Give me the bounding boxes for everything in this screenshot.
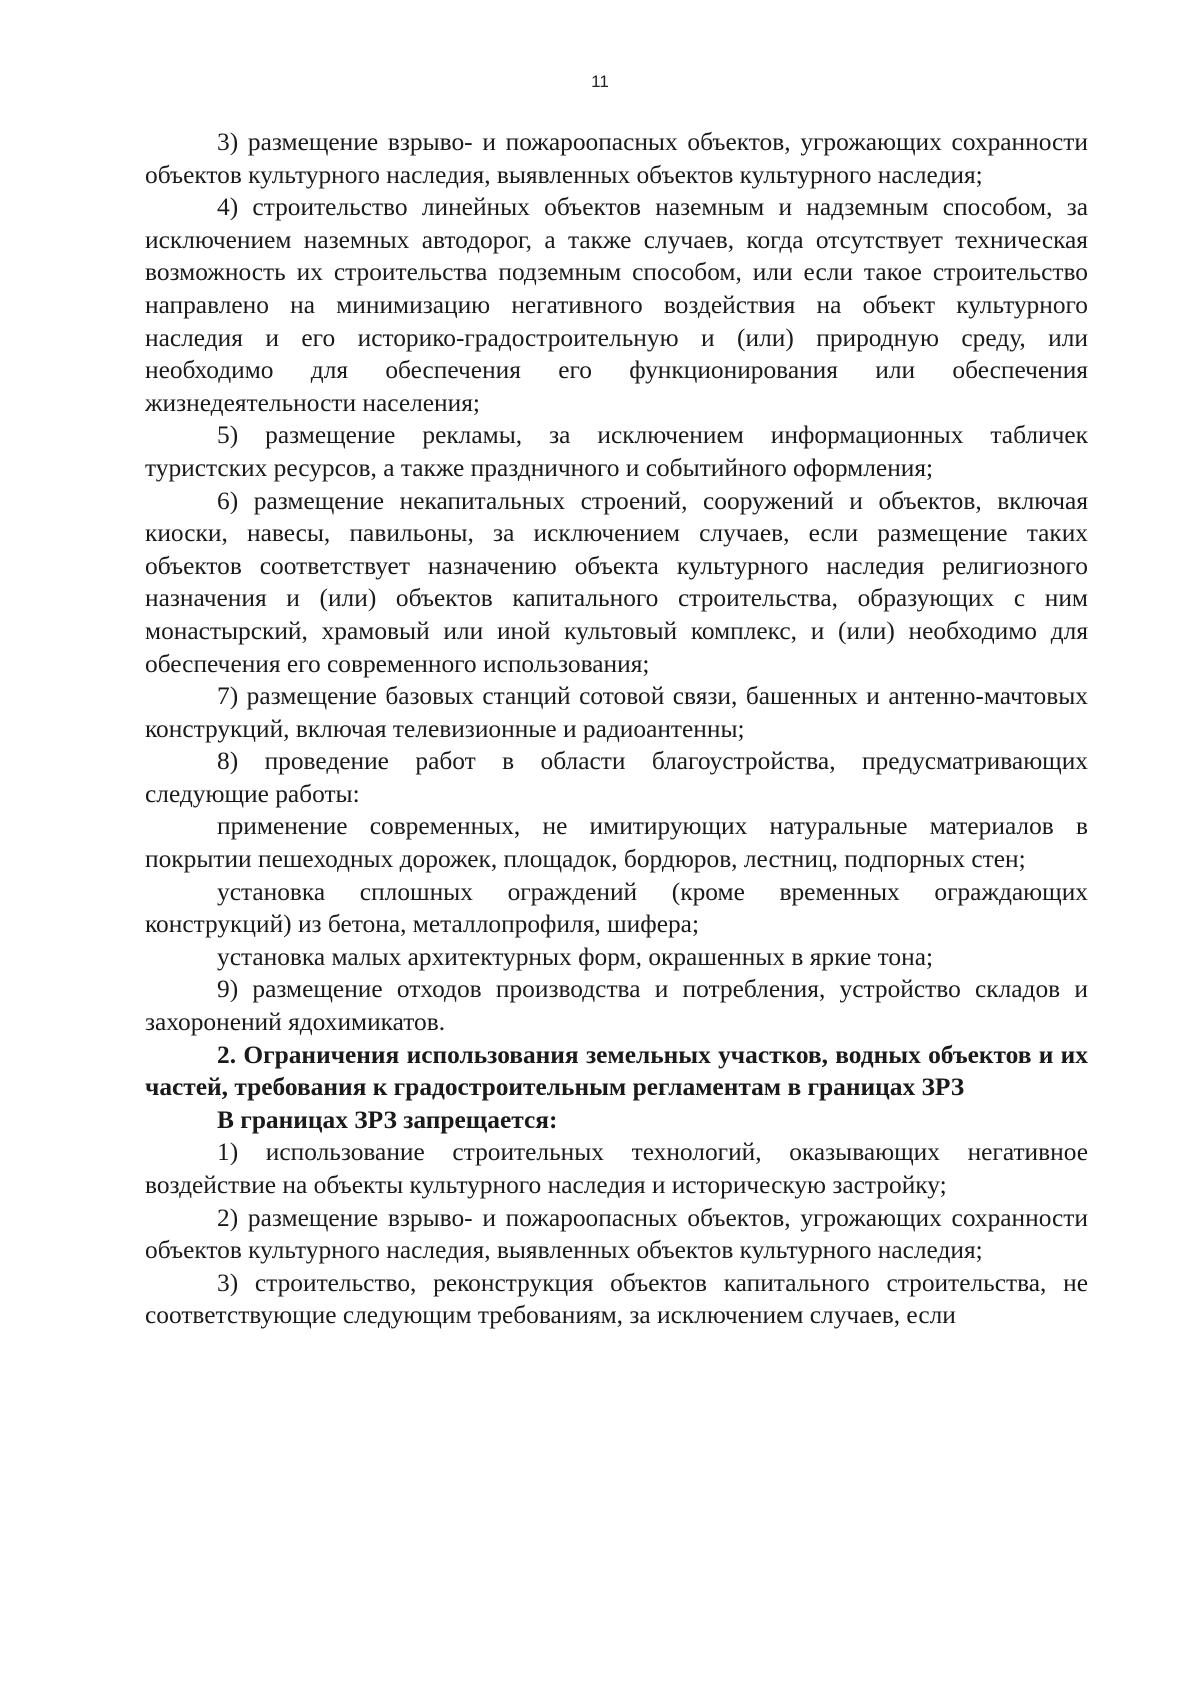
subheading: В границах ЗРЗ запрещается: <box>217 1105 558 1134</box>
list-item: 7) размещение базовых станций сотовой связи, башенных и антенно-мачтовых конструкций, включая телевизионные и радиоантенны; <box>145 682 1088 743</box>
list-item: 3) размещение взрыво- и пожароопасных объектов, угрожающих сохранности объектов культурного наследия, выявленных объектов культурного наследия; <box>145 128 1088 189</box>
list-item: 4) строительство линейных объектов наземным и надземным способом, за исключением наземных автодорог, а также случаев, когда отсутствует техническая возможность их строительства подземным способом, или если такое строительство направлено на минимизацию негативного воздействия на объект культурного наследия и его историко-градостроительную и (или) природную среду, или необходимо для обеспечения его функционирования или обеспечения жизнедеятельности населения; <box>145 193 1088 417</box>
list-item: установка сплошных ограждений (кроме временных ограждающих конструкций) из бетона, металлопрофиля, шифера; <box>145 877 1088 939</box>
list-item: установка малых архитектурных форм, окрашенных в яркие тона; <box>217 942 934 971</box>
section-heading: 2. Ограничения использования земельных участков, водных объектов и их частей, требования к градостроительным регламентам в границах ЗРЗ <box>145 1040 1088 1102</box>
list-item: 6) размещение некапитальных строений, сооружений и объектов, включая киоски, навесы, павильоны, за исключением случаев, если размещение таких объектов соответствует назначению объекта культурного наследия религиозного назначения и (или) объектов капитального строительства, образующих с ним монастырский, храмовый или иной культовый комплекс, и (или) необходимо для обеспечения его современного использования; <box>145 486 1088 678</box>
list-item: применение современных, не имитирующих натуральные материалов в покрытии пешеходных дорожек, площадок, бордюров, лестниц, подпорных стен; <box>145 812 1088 874</box>
list-item: 5) размещение рекламы, за исключением информационных табличек туристских ресурсов, а также праздничного и событийного оформления; <box>145 421 1088 482</box>
list-item: 3) строительство, реконструкция объектов капитального строительства, не соответствующие следующим требованиям, за исключением случаев, если <box>145 1268 1088 1330</box>
list-item: 8) проведение работ в области благоустройства, предусматривающих следующие работы: <box>145 747 1088 808</box>
list-item: 1) использование строительных технологий, оказывающих негативное воздействие на объекты культурного наследия и историческую застройку; <box>145 1138 1088 1199</box>
document-body <box>145 126 1088 1332</box>
list-item: 2) размещение взрыво- и пожароопасных объектов, угрожающих сохранности объектов культурного наследия, выявленных объектов культурного наследия; <box>145 1203 1088 1265</box>
page-number: 11 <box>591 72 609 91</box>
list-item: 9) размещение отходов производства и потребления, устройство складов и захоронений ядохимикатов. <box>145 975 1088 1037</box>
